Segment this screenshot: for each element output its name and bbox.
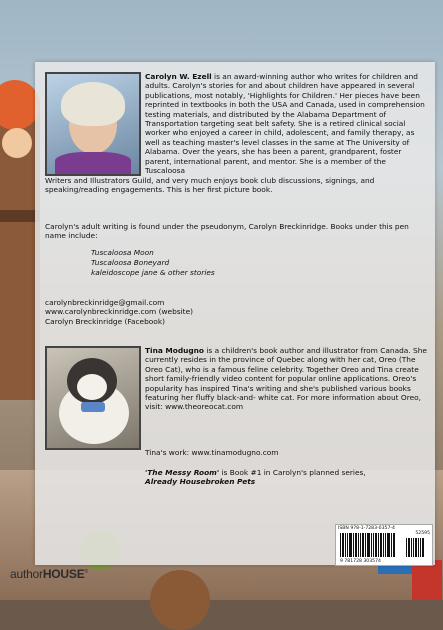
background-red-block: [412, 560, 442, 600]
cat-bow: [81, 402, 105, 412]
barcode-price-code: 52595: [415, 531, 430, 536]
back-cover-text-panel: [35, 62, 435, 565]
author2-name: Tina Modugno: [145, 346, 205, 355]
author2-work: Tina's work: www.tinamodugno.com: [145, 448, 279, 457]
background-toy-head: [2, 128, 32, 158]
author1-bio-continued: Writers and Illustrators Guild, and very much enjoys book club discussions, signings, and speaking/reading engagements. This is her first picture book.: [45, 176, 375, 195]
pen-name-book: Tuscaloosa Moon: [91, 248, 154, 257]
background-bear: [150, 570, 210, 630]
author1-bio: [145, 72, 427, 175]
series-name: Already Housebroken Pets: [145, 477, 256, 487]
publisher-name-a: author: [10, 567, 43, 581]
contact-facebook: Carolyn Breckinridge (Facebook): [45, 316, 165, 326]
barcode-addon-bars: [406, 538, 428, 557]
isbn-number: ISBN 978-1-7283-0357-4: [338, 526, 395, 531]
isbn-barcode: [335, 524, 433, 566]
adult-writing-text: Carolyn's adult writing is found under the pseudonym, Carolyn Breckinridge. Books under this pen name include:: [45, 222, 409, 241]
contact-email: carolynbreckinridge@gmail.com: [45, 298, 165, 307]
publisher-name-b: HOUSE: [42, 567, 85, 581]
barcode-bars: [340, 533, 400, 557]
author1-bio-text: is an award-winning author who writes for children and adults. Carolyn's stories for and about children have appeared in several publications, most notably, 'Highlights for Children.' Her pieces have been reprinted in textbooks in both the USA and Canada, used in comprehension testing materials, and distributed by the Alabama Department of Transportation targeting seat belt safety. She is a retired clinical social worker who enjoyed a career in child, adolescent, and family therapy, as well as teaching master's level classes in the same at The University of Alabama. Over the years, she has been a parent, grandparent, foster parent, international parent, and mentor. She is a member of the Tuscaloosa: [145, 72, 425, 176]
pen-name-book: kaleidoscope jane & other stories: [91, 268, 215, 277]
series-text: is Book #1 in Carolyn's planned series,: [219, 468, 366, 477]
illustrator-photo-cat: [45, 346, 141, 450]
contact-website: www.carolynbreckinridge.com (website): [45, 307, 194, 317]
author2-bio-text: is a children's book author and illustrator from Canada. She currently resides in the province of Quebec along with her cat, Oreo (The Oreo Cat), who is a famous feline celebrity. Together Oreo and Tina create short family-friendly video content for popular online applications. Oreo's popularity has inspired Tina's writing and she's published various books featuring her fluffy black-and- white cat. For more information about Oreo, visit: www.theoreocat.com: [145, 346, 427, 412]
background-shelf-board: [0, 210, 40, 222]
pen-name-book-list: [91, 248, 215, 278]
series-book-title: 'The Messy Room': [145, 468, 220, 477]
author1-name: Carolyn W. Ezell: [145, 72, 212, 81]
publisher-mark: ®: [84, 569, 88, 575]
publisher-logo: [10, 567, 88, 581]
author-photo-shirt: [55, 152, 131, 174]
barcode-number: 9 781728 303574: [340, 559, 381, 564]
contact-info: [45, 298, 427, 326]
cat-face: [77, 374, 107, 400]
pen-name-book: Tuscaloosa Boneyard: [91, 258, 170, 267]
series-info: [145, 468, 427, 487]
author-photo-carolyn: [45, 72, 141, 176]
author-photo-hair: [61, 82, 125, 126]
author2-bio: [145, 346, 427, 412]
